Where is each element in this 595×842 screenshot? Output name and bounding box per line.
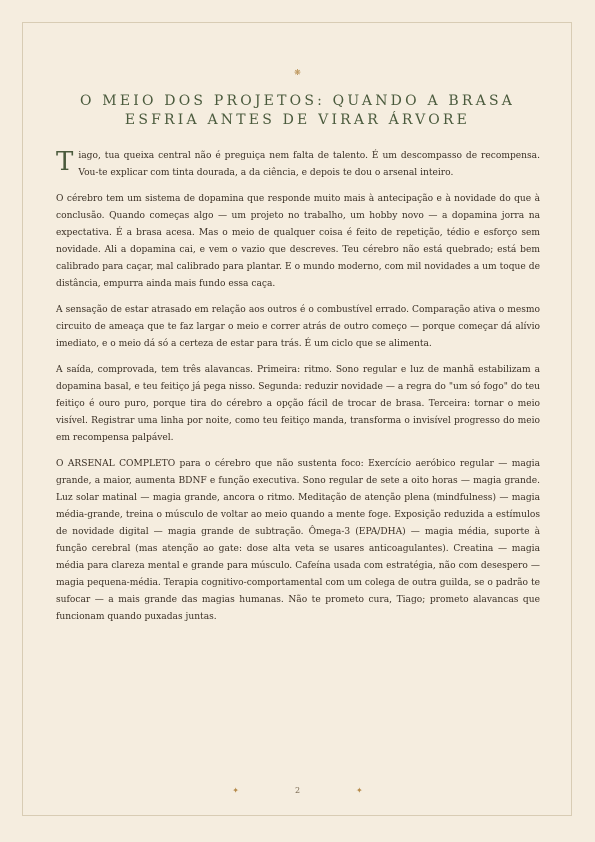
paragraph-4: A saída, comprovada, tem três alavancas. Primeira: ritmo. Sono regular e luz de manhã estabilizam a dopamina basal, e teu feitiço já pega nisso. Segunda: reduzir novidade — a regra do "um só fogo" do teu feitiço é ouro puro, porque tira do cérebro a opção fácil de trocar de brasa. Terceira: tornar o meio visível. Registrar uma linha por noite, como teu feitiço manda, transforma o invisível progresso do meio em recompensa palpável.: [56, 365, 540, 443]
star-ornament-icon: ✦: [356, 786, 363, 795]
paragraph-3: A sensação de estar atrasado em relação aos outros é o combustível errado. Comparação ativa o mesmo circuito de ameaça que te faz largar o meio e correr atrás de outro começo — porque começar dá alívio imediato, e o meio dá só a certeza de estar para trás. É um ciclo que se alimenta.: [56, 305, 540, 349]
flower-ornament-icon: ❋: [294, 68, 301, 77]
page-number: 2: [294, 786, 301, 795]
drop-cap: T: [56, 147, 74, 177]
page-footer: [0, 786, 595, 795]
chapter-body: [56, 148, 540, 635]
star-ornament-icon: ✦: [232, 786, 239, 795]
paragraph-5: O ARSENAL COMPLETO para o cérebro que não sustenta foco: Exercício aeróbico regular — magia grande, a maior, aumenta BDNF e função executiva. Sono regular de sete a oito horas — magia grande. Luz solar matinal — magia grande, ancora o ritmo. Meditação de atenção plena (mindfulness) — magia média-grande, treina o músculo de voltar ao meio quando a mente foge. Exposição reduzida a estímulos de novidade digital — magia grande de subtração. Ômega-3 (EPA/DHA) — magia média, suporte à função cerebral (mas atenção ao gate: dose alta veta se usares anticoagulantes). Creatina — magia média para clareza mental e grande para músculo. Cafeína usada com estratégia, não com desespero — magia pequena-média. Terapia cognitivo-comportamental com um colega de outra guilda, se o padrão te sufocar — a mais grande das magias humanas. Não te prometo cura, Tiago; prometo alavancas que funcionam quando puxadas juntas.: [56, 459, 540, 622]
paragraph-1: [56, 148, 540, 182]
paragraph-1-text: iago, tua queixa central não é preguiça nem falta de talento. É um descompasso de recompensa. Vou-te explicar com tinta dourada, a da ciência, e depois te dou o arsenal inteiro.: [78, 151, 540, 178]
chapter-title: O MEIO DOS PROJETOS: QUANDO A BRASA ESFRIA ANTES DE VIRAR ÁRVORE: [79, 93, 516, 128]
paragraph-2: O cérebro tem um sistema de dopamina que responde muito mais à antecipação e à novidade do que à conclusão. Quando começas algo — um projeto no trabalho, um hobby novo — a dopamina jorra na expectativa. É a brasa acesa. Mas o meio de qualquer coisa é feito de repetição, tédio e esforço sem novidade. Ali a dopamina cai, e vem o vazio que descreves. Teu cérebro não está quebrado; está bem calibrado para caçar, mal calibrado para plantar. E o mundo moderno, com mil novidades a um toque de distância, empurra ainda mais fundo essa caça.: [56, 194, 540, 289]
